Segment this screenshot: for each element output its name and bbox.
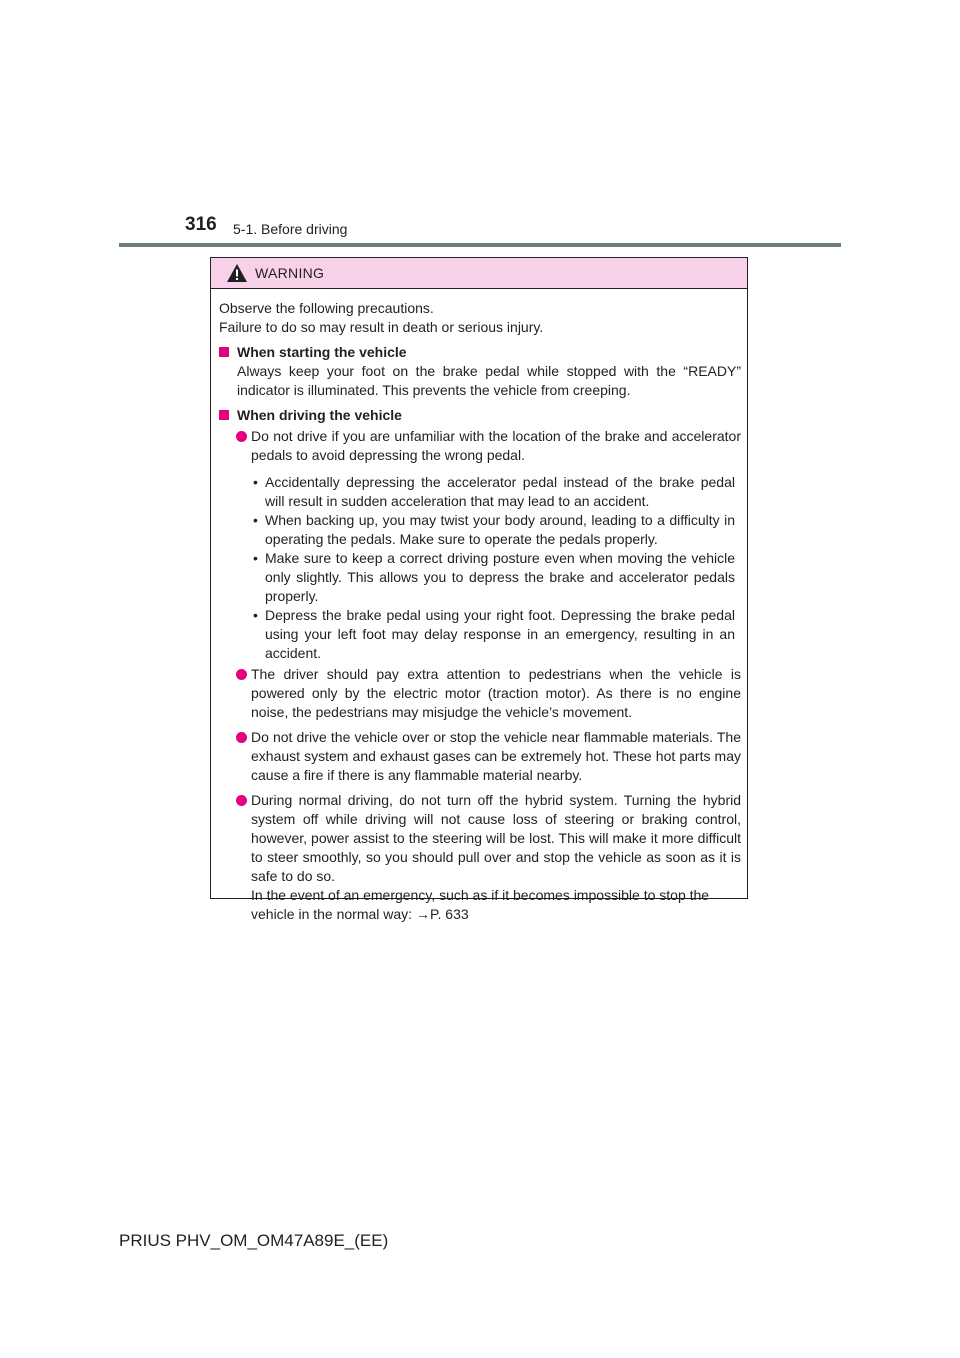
heading-text: When driving the vehicle	[237, 407, 402, 423]
emergency-text: In the event of an emergency, such as if it becomes impossible to stop the vehicle in the normal way: →P. 633	[251, 887, 710, 922]
header-rule	[119, 243, 841, 247]
sub-bullet-icon: •	[253, 512, 258, 528]
list-item	[219, 791, 741, 924]
sub-item-text: Depress the brake pedal using your right foot. Depressing the brake pedal using your left foot may delay response in an emergency, resulting in an accident.	[265, 607, 735, 661]
square-bullet-icon	[219, 347, 229, 357]
starting-text: Always keep your foot on the brake pedal while stopped with the “READY” indicator is illuminated. This prevents the vehicle from creeping.	[237, 363, 741, 398]
sub-bullet-icon: •	[253, 550, 258, 566]
sub-bullet-icon: •	[253, 607, 258, 623]
heading-text: When starting the vehicle	[237, 344, 407, 360]
circle-bullet-icon	[236, 732, 247, 743]
sub-item-text: Make sure to keep a correct driving posture even when moving the vehicle only slightly. This allows you to depress the brake and accelerator pedals properly.	[265, 550, 735, 604]
list-item	[219, 665, 741, 722]
starting-heading	[219, 343, 741, 362]
sub-item-text: Accidentally depressing the accelerator pedal instead of the brake pedal will result in sudden acceleration that may lead to an accident.	[265, 474, 735, 509]
warning-body	[211, 289, 747, 924]
warning-box	[210, 257, 748, 922]
warning-header	[211, 258, 747, 289]
sub-list-item	[219, 549, 735, 606]
warning-label: WARNING	[255, 265, 325, 281]
intro-text: Observe the following precautions.	[219, 300, 434, 316]
intro-text: Failure to do so may result in death or serious injury.	[219, 319, 544, 335]
sub-list-item	[219, 606, 735, 663]
page-number: 316	[185, 214, 217, 235]
section-title: 5-1. Before driving	[233, 221, 348, 237]
item-text: The driver should pay extra attention to pedestrians when the vehicle is powered only by the electric motor (traction motor). As there is no engine noise, the pedestrians may misjudge the vehicle’s movement.	[251, 666, 741, 720]
list-item	[219, 427, 741, 465]
circle-bullet-icon	[236, 669, 247, 680]
square-bullet-icon	[219, 410, 229, 420]
circle-bullet-icon	[236, 431, 247, 442]
sub-bullet-icon: •	[253, 474, 258, 490]
list-item	[219, 728, 741, 785]
sub-list-item	[219, 473, 735, 511]
driving-heading	[219, 406, 741, 425]
footer-code: PRIUS PHV_OM_OM47A89E_(EE)	[119, 1231, 389, 1250]
item-text: Do not drive the vehicle over or stop the vehicle near flammable materials. The exhaust system and exhaust gases can be extremely hot. These hot parts may cause a fire if there is any flammable material nearby.	[251, 729, 741, 783]
sub-list-item	[219, 511, 735, 549]
item-text: Do not drive if you are unfamiliar with the location of the brake and accelerator pedals to avoid depressing the wrong pedal.	[251, 428, 741, 463]
warning-triangle-icon	[226, 263, 248, 283]
circle-bullet-icon	[236, 795, 247, 806]
sub-item-text: When backing up, you may twist your body around, leading to a difficulty in operating the pedals. Make sure to operate the pedals properly.	[265, 512, 735, 547]
item-text: During normal driving, do not turn off the hybrid system. Turning the hybrid system off while driving will not cause loss of steering or braking control, however, power assist to the steering will be lost. This will make it more difficult to steer smoothly, so you should pull over and stop the vehicle as soon as it is safe to do so.	[251, 792, 741, 884]
